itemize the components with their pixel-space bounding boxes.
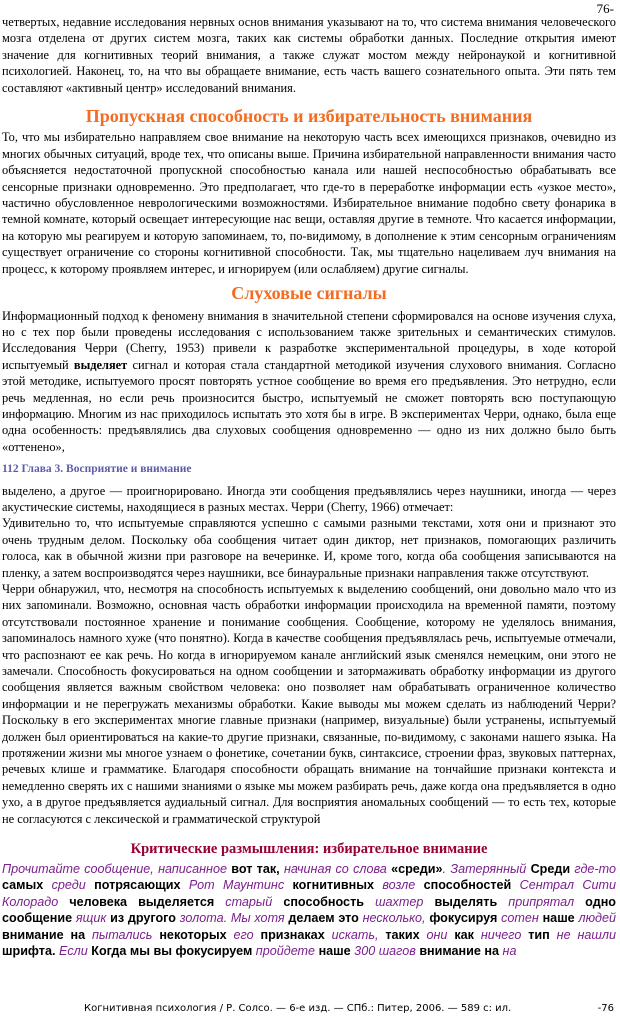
distractor-text: ящик — [72, 911, 111, 925]
hidden-message-word: выделять — [434, 894, 498, 909]
paragraph-cherry-quote: Удивительно то, что испытуемые справляются успешно с самыми разными текстами, хотя они и признают это очень трудным делом. Поскольку оба сообщения читает один диктор, нет признаков, помогающих различить голоса, как в обычной жизни при разговоре на вечеринке. И, кроме того, когда оба сообщения записываются на пленку, а затем воспроизводятся через наушники, все бинауральные признаки направления также отсутствуют. — [2, 516, 616, 580]
hidden-message-word: самых — [2, 878, 44, 892]
distractor-text: пытались — [85, 927, 160, 942]
distractor-text: начиная со слова — [279, 861, 392, 876]
critical-thinking-box — [2, 861, 616, 960]
hidden-message-word: признаках — [260, 927, 325, 942]
hidden-message-word: способностей — [423, 878, 512, 892]
hidden-message-word: наше — [542, 911, 575, 925]
distractor-text: старый — [214, 894, 284, 909]
distractor-text: ничего — [473, 927, 529, 942]
heading-critical-thinking: Критические размышления: избирательное внимание — [130, 841, 488, 858]
distractor-text: Сентрал Сити Колорадо — [2, 878, 616, 909]
hidden-message-word: некоторых — [159, 927, 227, 942]
distractor-text: припрятал — [497, 894, 586, 909]
page-number-top: 76- — [596, 1, 614, 16]
heading-capacity-selectivity: Пропускная способность и избирательность внимания — [85, 106, 533, 127]
paragraph-auditory-part-b: сигнал и которая стала стандартной методикой изучения слухового внимания. Согласно этой методике, испытуемого просят повторять устное сообщение во время его предъявления. Это нетрудно, если речь медленная, но если речь произносится быстро, испытуемый не сможет повторять всю поступающую информацию. Многим из нас приходилось испытать это хотя бы в игре. В экспериментах Черри, однако, была еще одна особенность: предъявлялись два слуховых сообщения одновременно — одно из них должно было быть «оттенено», — [2, 357, 617, 454]
hidden-message-word: «среди» — [391, 861, 443, 876]
distractor-text: не нашли — [549, 927, 616, 942]
hidden-message-word: наше — [318, 944, 351, 958]
distractor-text: на — [499, 944, 517, 958]
hidden-message-word: Среди — [530, 861, 571, 876]
hidden-message-word: когнитивных — [292, 878, 374, 892]
distractor-text: где-то — [570, 861, 616, 876]
distractor-text: сотен — [497, 911, 543, 925]
footer-citation: Когнитивная психология / Р. Солсо. — 6-е изд. — СПб.: Питер, 2006. — 589 с: ил. — [84, 1003, 512, 1014]
hidden-message-word: внимание на — [419, 944, 500, 958]
distractor-text: 300 шагов — [350, 944, 420, 958]
hidden-message-word: вот так, — [231, 861, 280, 876]
distractor-text: Рот Маунтинс — [180, 878, 293, 892]
paragraph-continuation: выделено, а другое — проигнорировано. Иногда эти сообщения предъявлялись через наушники, иногда — через акустические системы, находящиеся в разных местах. Черри (Cherry, 1966) отмечает: — [2, 483, 616, 514]
hidden-message-word: как — [454, 927, 474, 942]
paragraph-auditory-bold-word: выделяет — [73, 357, 128, 372]
hidden-message-word: одно сообщение — [2, 894, 616, 925]
hidden-message-word: тип — [528, 927, 550, 942]
distractor-text: возле — [374, 878, 424, 892]
hidden-message-word: шрифта. — [2, 944, 56, 958]
paragraph-auditory-part-a: Информационный подход к феномену внимания в значительной степени сформировался на основе изучения слуха, но с тех пор были проведены исследования с использованием также зрительных и семантических стимулов. Исследования Черри (Cherry, 1953) привели к разработке экспериментальной процедуры, в ходе которой испытуемый — [2, 308, 616, 372]
distractor-text: Прочитайте сообщение, написанное — [2, 861, 232, 876]
hidden-message-word: внимание на — [2, 927, 86, 942]
distractor-text: его — [226, 927, 261, 942]
paragraph-intro-end: четвертых, недавние исследования нервных основ внимания указывают на то, что система внимания человеческого мозга отделена от других систем мозга, таких как системы обработки данных. Последние открытия имеют значение для когнитивных теорий внимания, а также служат мостом между нейронаукой и когнитивной психологией. Наконец, то, на что вы обращаете внимание, есть часть вашего сознательного опыта. Эти пять тем составляют «активный центр» исследований внимания. — [2, 15, 616, 95]
hidden-message-word: Когда мы вы фокусируем — [91, 944, 253, 958]
text-flow — [2, 14, 616, 960]
paragraph-cherry-findings: Черри обнаружил, что, несмотря на способность испытуемых к выделению сообщений, они довольно мало что из них запоминали. Возможно, основная часть обработки информации происходила на временной памяти, поэтому отсутствовали постоянное хранение и понимание сообщения. Сообщение, которому не уделялось внимания, запоминалось намного хуже (что понятно). Когда в качестве сообщения предъявлялась речь, испытуемые отмечали, что распознают ее как речь. Но когда в игнорируемом канале английский язык сменялся немецким, они этого не замечали. Способность фокусироваться на одном сообщении и затормаживать обработку информации из другого сообщения является важным свойством человека: оно позволяет нам обрабатывать ограниченное количество информации и не перегружать механизмы обработки. Какие выводы мы можем сделать из наблюдений Черри? Поскольку в его экспериментах многие главные признаки (например, визуальные) были устранены, испытуемый должен был ориентироваться на какие-то другие признаки, связанные, по-видимому, с законами нашего языка. На протяжении жизни мы многое узнаем о фонетике, сочетании букв, синтаксисе, строении фраз, звуковых паттернах, речевых клише и грамматике. Благодаря способности обращать внимание на тончайшие признаки контекста и немедленно сверять их с нашими знаниями о языке мы можем разбирать речь, даже когда она предъявляется в одно ухо, а в другое предъявляется аудиальный сигнал. Для восприятия аномальных сообщений — то есть тех, которые не согласуются с лексической и грамматической структурой — [2, 582, 616, 826]
distractor-text: Если — [55, 944, 92, 958]
hidden-message-word: таких — [385, 927, 420, 942]
distractor-text: людей — [574, 911, 617, 925]
distractor-text: золота. Мы — [175, 911, 255, 925]
hidden-message-word: человека выделяется — [69, 894, 215, 909]
distractor-text: пройдете — [252, 944, 319, 958]
running-head: 112 Глава 3. Восприятие и внимание — [2, 463, 192, 476]
hidden-message-word: из другого — [110, 911, 176, 925]
distractor-text: искать, — [324, 927, 386, 942]
hidden-message-word: фокусируя — [429, 911, 498, 925]
hidden-message-word: потрясающих — [94, 878, 181, 892]
distractor-text: . Затерянный — [442, 861, 531, 876]
hidden-message-word: способность — [283, 894, 364, 909]
distractor-text: среди — [43, 878, 95, 892]
distractor-text: хотя — [254, 911, 285, 925]
paragraph-auditory — [2, 308, 616, 456]
page-number-bottom: -76 — [597, 1003, 614, 1014]
distractor-text: они — [419, 927, 455, 942]
paragraph-capacity: То, что мы избирательно направляем свое внимание на некоторую часть всех имеющихся признаков, очевидно из многих обычных ситуаций, вроде тех, что описаны выше. Причина избирательной направленности внимания часто объясняется недостаточной пропускной способностью канала или нашей неспособностью обрабатывать все сенсорные признаки одновременно. Это предполагает, что где-то в переработке информации есть «узкое место», частично обусловленное неврологическими возможностями. Избирательное внимание подобно свету фонарика в темной комнате, который освещает интересующие нас вещи, оставляя другие в темноте. Что касается информации, на которую мы реагируем и которую запоминаем, то, по-видимому, в дополнение к этим сенсорным ограничениям существует ограничение со стороны когнитивной способности. Так, мы тщательно нацеливаем луч внимания на процесс, к которому проявляем интерес, и игнорируем (или ослабляем) другие сигналы. — [2, 130, 616, 276]
distractor-text: шахтер — [363, 894, 435, 909]
heading-auditory-signals: Слуховые сигналы — [231, 283, 387, 304]
hidden-message-word: делаем это — [284, 911, 359, 925]
distractor-text: несколько, — [358, 911, 430, 925]
